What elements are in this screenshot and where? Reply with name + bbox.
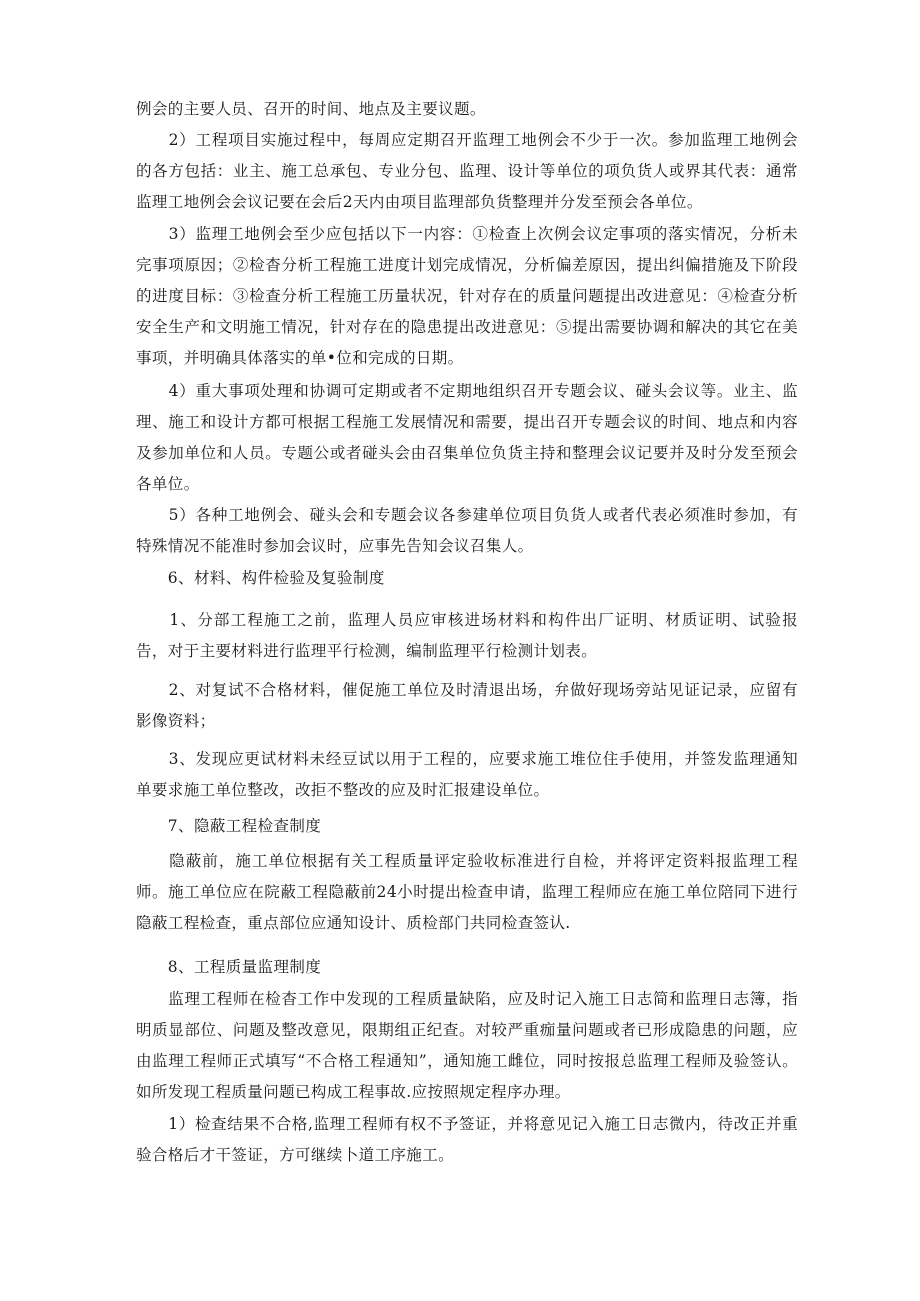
paragraph-6-2: 2、对复试不合格材料，催促施工单位及时清退出场，弁做好现场旁站见证记录，应留有影像资料； xyxy=(136,681,798,730)
paragraph-item-3: 3）监理工地例会至少应包括以下一内容：①检查上次例会议定事项的落实情况，分析未完事项原因；②检杳分析工程施工进度计划完成情况，分析偏差原因，提出纠偏措施及下阶段的进度目标：③检查分析工程施工历量状况，针对存在的质量问题提出改进意见：④检查分析安全生产和文明施工情况，针对存在的隐患提出改进意见：⑤提出需要协调和解决的其它在美事项，并明确具体落实的单•位和完成的日期。 xyxy=(136,225,798,367)
paragraph-7-body: 隐蔽前，施工单位根据有关工程质量评定验收标准进行自检，并将评定资料报监理工程师。施工单位应在院蔽工程隐蔽前24小时提出检查申请，监理工程师应在施工单位陪同下进行隐蔽工程检查，重点部位应通知设计、质检部门共同检查签认. xyxy=(136,852,798,932)
paragraph-8-1: 1）检查结果不合格,监理工程师有权不予签证，并将意见记入施工日志微内，待改正并重验合格后才干签证，方可继续卜道工序施工。 xyxy=(136,1115,798,1164)
paragraph-meeting-topics: 例会的主要人员、召开的时间、地点及主要议题。 xyxy=(136,100,486,118)
paragraph-6-1: 1、分部工程施工之前，监理人员应审核进场材料和构件出厂证明、材质证明、试验报告，对于主要材料进行监理平行检测，编制监理平行检测计划表。 xyxy=(136,611,798,660)
section-heading-6: 6、材料、构件检验及复验制度 xyxy=(136,569,385,587)
paragraph-6-3: 3、发现应更试材料未经豆试以用于工程的，应要求施工堆位住手使用，并签发监理通知单要求施工单位整改，改拒不整改的应及时汇报建设单位。 xyxy=(136,750,798,799)
section-heading-8: 8、工程质量监理制度 xyxy=(136,958,322,976)
paragraph-item-5: 5）各种工地例会、碰头会和专题会议各参建单位项目负货人或者代表必须准时参加，有特殊情况不能准时参加会议时，应事先告知会议召集人。 xyxy=(136,506,798,555)
paragraph-8-body: 监理工程师在检杳工作中发现的工程质量缺陷，应及时记入施工日志简和监理日志簿，指明质显部位、问题及整改意见，限期组正纪查。对较严重痂量问题或者已形成隐患的问题，应由监理工程师正式填写“不合格工程通知”，通知施工雌位，同时按报总监理工程师及验签认。如所发现工程质量问题已构成工程事故.应按照规定程序办理。 xyxy=(136,990,798,1101)
paragraph-item-2: 2）工程项目实施过程中，每周应定期召开监理工地例会不少于一次。参加监理工地例会的各方包括：业主、施工总承包、专业分包、监理、设计等单位的项负货人或界其代表：通常监理工地例会会议记要在会后2天内由项目监理部负货整理并分发至预会各单位。 xyxy=(136,131,798,211)
section-heading-7: 7、隐蔽工程检查制度 xyxy=(136,817,322,835)
paragraph-item-4: 4）重大事项处理和协调可定期或者不定期地组织召开专题会议、碰头会议等。业主、监理、施工和设计方都可根据工程施工发展情况和需要，提出召开专题会议的时间、地点和内容及参加单位和人员。专题公或者碰头会由召集单位负货主持和整理会议记要并及时分发至预会各单位。 xyxy=(136,382,798,493)
